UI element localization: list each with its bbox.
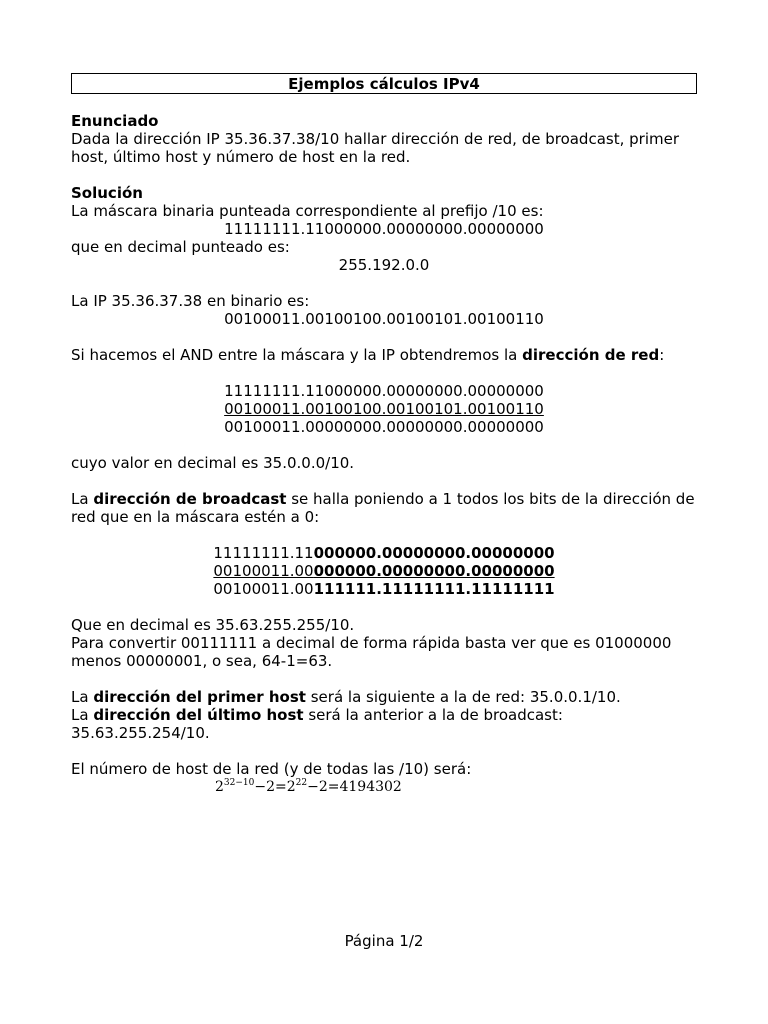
broadcast-intro: La dirección de broadcast se halla poniendo a 1 todos los bits de la dirección de red que en la máscara estén a 0: (71, 490, 695, 526)
document-title: Ejemplos cálculos IPv4 (71, 73, 697, 94)
decimal-intro: que en decimal punteado es: (71, 238, 290, 256)
broadcast-table (71, 544, 697, 598)
hosts-intro: El número de host de la red (y de todas las /10) será: (71, 760, 472, 778)
enunciado-text: Dada la dirección IP 35.36.37.38/10 hallar dirección de red, de broadcast, primer host, último host y número de host en la red. (71, 130, 679, 166)
broadcast-row-mask: 11111111.11000000.00000000.00000000 (213, 544, 555, 562)
broadcast-row-result: 00100011.00111111.11111111.11111111 (213, 580, 555, 598)
and-row-ip: 00100011.00100100.00100101.00100110 (224, 400, 544, 418)
ip-binary: 00100011.00100100.00100101.00100110 (224, 310, 544, 328)
and-row-mask: 11111111.11000000.00000000.00000000 (224, 382, 544, 400)
document-page (71, 73, 697, 796)
enunciado-heading: Enunciado (71, 112, 159, 130)
convert-note: Para convertir 00111111 a decimal de forma rápida basta ver que es 01000000 menos 00000001, o sea, 64-1=63. (71, 634, 672, 670)
ip-intro: La IP 35.36.37.38 en binario es: (71, 292, 310, 310)
solucion-heading: Solución (71, 184, 143, 202)
first-host: La dirección del primer host será la siguiente a la de red: 35.0.0.1/10. (71, 688, 621, 706)
and-intro: Si hacemos el AND entre la máscara y la IP obtendremos la dirección de red: (71, 346, 665, 364)
page-number: Página 1/2 (344, 932, 424, 950)
mask-binary: 11111111.11000000.00000000.00000000 (224, 220, 544, 238)
last-host: La dirección del último host será la anterior a la de broadcast: 35.63.255.254/10. (71, 706, 563, 742)
hosts-formula: $2^{32-10}-2=2^{22}-2=4194302$ (215, 778, 402, 795)
broadcast-value: Que en decimal es 35.63.255.255/10. (71, 616, 355, 634)
mask-intro: La máscara binaria punteada correspondiente al prefijo /10 es: (71, 202, 544, 220)
mask-decimal: 255.192.0.0 (338, 256, 430, 274)
broadcast-row-network: 00100011.00000000.00000000.00000000 (213, 562, 555, 580)
network-value: cuyo valor en decimal es 35.0.0.0/10. (71, 454, 355, 472)
and-row-result: 00100011.00000000.00000000.00000000 (224, 418, 544, 436)
